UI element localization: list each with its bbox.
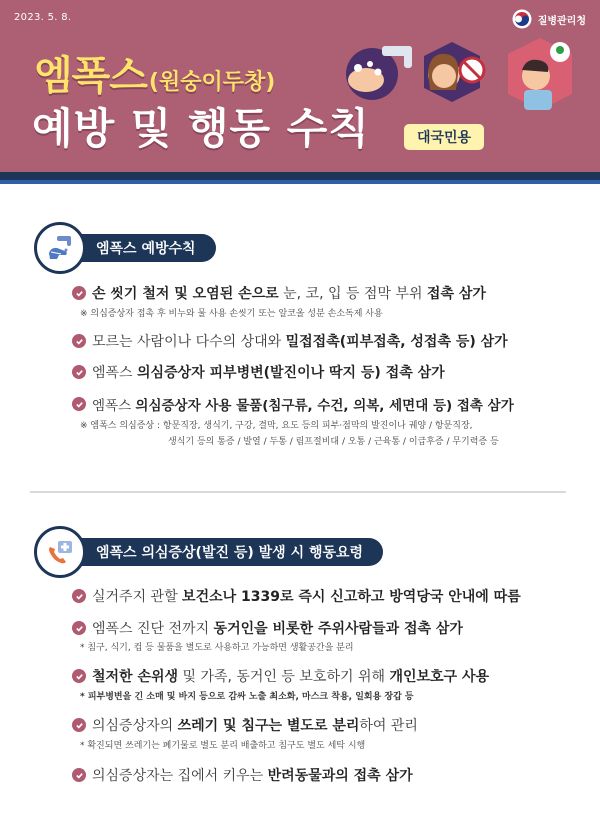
note-waste-disposal: * 확진되면 쓰레기는 폐기물로 별도 분리 배출하고 침구도 별도 세탁 시행 — [80, 741, 366, 751]
list-item: 엠폭스 진단 전까지 동거인을 비롯한 주위사람들과 접촉 삼가 — [72, 618, 463, 638]
title-subtitle: 예방 및 행동 수칙 — [32, 104, 370, 153]
header-stripe-blue — [0, 180, 600, 184]
section-prevention-title: 엠폭스 예방수칙 — [70, 234, 216, 262]
agency-brand — [512, 8, 586, 30]
section-response-header — [34, 526, 383, 578]
title-disease-alias: (원숭이두창) — [148, 70, 276, 95]
phone-medical-icon — [45, 537, 75, 567]
note-handwash: ※ 의심증상자 접촉 후 비누와 물 사용 손씻기 또는 알코올 성분 손소독제 사용 — [80, 309, 383, 319]
note-symptoms-line1: ※ 엠폭스 의심증상 : 항문직장, 생식기, 구강, 결막, 요도 등의 피부·점막의 발진이나 궤양 / 항문직장, — [80, 421, 473, 431]
note-separate-items: * 침구, 식기, 컵 등 물품을 별도로 사용하고 가능하면 생활공간을 분리 — [80, 643, 354, 653]
note-symptoms-line2: 생식기 등의 통증 / 발열 / 두통 / 림프절비대 / 오통 / 근육통 / 이급후증 / 무기력증 등 — [168, 437, 499, 447]
list-item: 엠폭스 의심증상자 사용 물품(침구류, 수건, 의복, 세면대 등) 접촉 삼가 — [72, 394, 514, 414]
list-item: 엠폭스 의심증상자 피부병변(발진이나 딱지 등) 접촉 삼가 — [72, 362, 445, 382]
audience-badge: 대국민용 — [404, 124, 484, 150]
list-item: 실거주지 관할 보건소나 1339로 즉시 신고하고 방역당국 안내에 따름 — [72, 586, 521, 606]
header-banner — [0, 0, 600, 172]
section-prevention-header — [34, 222, 216, 274]
prevention-illustration-icon — [340, 34, 580, 114]
taegeuk-logo-icon — [512, 9, 532, 29]
check-circle-icon — [72, 397, 86, 411]
section-icon-circle — [34, 222, 86, 274]
list-item: 철저한 손위생 및 가족, 동거인 등 보호하기 위해 개인보호구 사용 — [72, 666, 489, 686]
header-stripe-dark — [0, 172, 600, 180]
list-item: 모르는 사람이나 다수의 상대와 밀접접촉(피부접촉, 성접촉 등) 삼가 — [72, 331, 508, 351]
check-circle-icon — [72, 365, 86, 379]
section-divider — [30, 491, 566, 493]
check-circle-icon — [72, 669, 86, 683]
check-circle-icon — [72, 768, 86, 782]
check-circle-icon — [72, 621, 86, 635]
title-disease: 엠폭스 — [34, 53, 147, 99]
check-circle-icon — [72, 286, 86, 300]
publish-date: 2023. 5. 8. — [14, 12, 72, 23]
list-item: 손 씻기 철저 및 오염된 손으로 눈, 코, 입 등 점막 부위 접촉 삼가 — [72, 283, 486, 303]
title-main — [34, 44, 275, 101]
agency-name: 질병관리청 — [537, 15, 586, 27]
list-item: 의심증상자는 집에서 키우는 반려동물과의 접촉 삼가 — [72, 765, 413, 785]
check-circle-icon — [72, 334, 86, 348]
list-item: 의심증상자의 쓰레기 및 침구는 별도로 분리하여 관리 — [72, 715, 418, 735]
section-icon-circle — [34, 526, 86, 578]
handwash-icon — [45, 233, 75, 263]
note-protective-gear: * 피부병변을 긴 소매 및 바지 등으로 감싸 노출 최소화, 마스크 착용, 일회용 장갑 등 — [80, 692, 414, 702]
check-circle-icon — [72, 589, 86, 603]
section-response-title: 엠폭스 의심증상(발진 등) 발생 시 행동요령 — [70, 538, 383, 566]
check-circle-icon — [72, 718, 86, 732]
